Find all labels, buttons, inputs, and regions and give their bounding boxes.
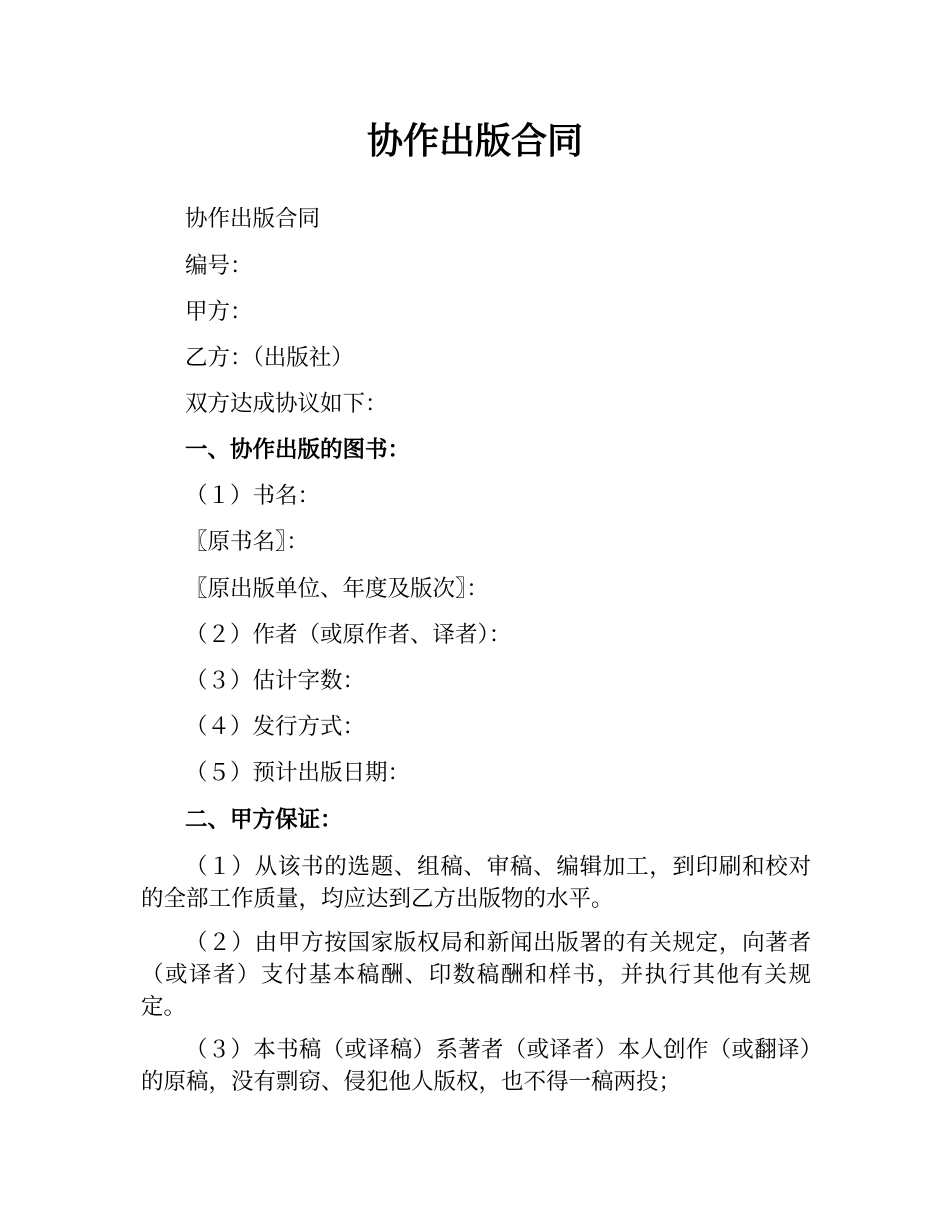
section1-item-book-title: （１）书名：: [185, 483, 321, 509]
section1-item-word-count: （３）估计字数：: [185, 668, 366, 694]
header-line-number: 编号：: [185, 253, 253, 279]
section1-item-author: （２）作者（或原作者、译者）：: [185, 622, 512, 648]
section2-paragraph-2: （２）由甲方按国家版权局和新闻出版署的有关规定，向著者（或译者）支付基本稿酬、印数稿酬和样书，并执行其他有关规定。: [141, 930, 811, 1020]
section2-paragraph-3: （３）本书稿（或译稿）系著者（或译者）本人创作（或翻译）的原稿，没有剽窃、侵犯他人版权，也不得一稿两投；: [141, 1037, 811, 1095]
section1-item-publish-date: （５）预计出版日期：: [185, 760, 411, 786]
header-line-party-b: 乙方：（出版社）: [185, 345, 354, 371]
section1-item-original-title: 〖原书名〗：: [185, 529, 309, 555]
section2-heading: 二、甲方保证：: [185, 807, 343, 833]
section1-item-original-publisher: 〖原出版单位、年度及版次〗：: [185, 576, 489, 602]
header-line-party-a: 甲方：: [185, 299, 253, 325]
section1-item-distribution: （４）发行方式：: [185, 714, 366, 740]
section1-heading: 一、协作出版的图书：: [185, 437, 411, 463]
document-title: 协作出版合同: [366, 121, 583, 162]
header-line-contract-name: 协作出版合同: [185, 206, 321, 232]
section2-paragraph-1: （１）从该书的选题、组稿、审稿、编辑加工，到印刷和校对的全部工作质量，均应达到乙方出版物的水平。: [141, 854, 811, 912]
header-line-agreement-intro: 双方达成协议如下：: [185, 391, 388, 417]
